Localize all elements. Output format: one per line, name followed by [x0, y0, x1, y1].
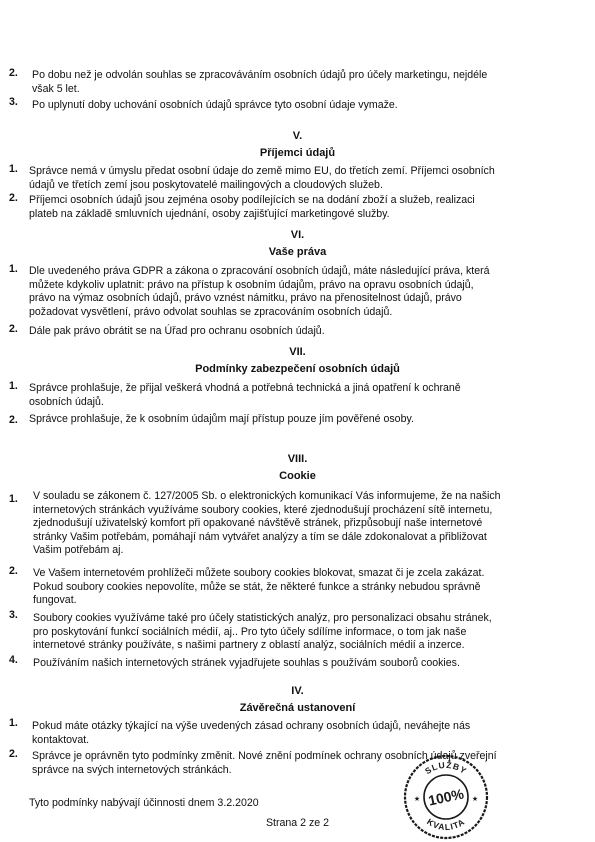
item-number: 2. [9, 414, 18, 426]
item-text: Dle uvedeného práva GDPR a zákona o zpracování osobních údajů, máte následující práva, která můžete kdykoliv uplatnit: právo na přístup k osobním údajům, právo na opravu osobních údajů, právo na výmaz osobních údajů, právo vznést námitku, právo na přenositelnost údajů, právo požadovat vysvětlení, právo odvolat souhlas se zpracováním osobních údajů. [29, 265, 490, 318]
item-number: 4. [9, 654, 18, 666]
section-roman-numeral: VI. [290, 229, 305, 241]
list-item [0, 748, 595, 778]
list-item [0, 380, 595, 410]
item-number: 2. [9, 192, 18, 204]
section-roman-numeral: IV. [291, 685, 304, 697]
item-text: Příjemci osobních údajů jsou zejména osoby podílejících se na dodání zboží a služeb, realizaci plateb na základě smluvních ujednání, osoby zajišťující marketingové služby. [29, 194, 475, 220]
stamp-top-text: SLUŽBY [423, 759, 469, 777]
list-item [0, 609, 595, 651]
list-item [0, 263, 595, 319]
item-number: 3. [9, 96, 18, 108]
list-item [0, 192, 595, 220]
item-number: 2. [9, 565, 18, 577]
section-roman-numeral: VIII. [287, 453, 308, 465]
item-text: Po dobu než je odvolán souhlas se zpracováváním osobních údajů pro účely marketingu, nejdéle však 5 let. [32, 69, 488, 95]
item-number: 1. [9, 380, 18, 392]
item-text: Po uplynutí doby uchování osobních údajů správce tyto osobní údaje vymaže. [32, 99, 398, 111]
stamp-bottom-text: KVALITA [425, 816, 467, 833]
item-text: Správce prohlašuje, že k osobním údajům mají přístup pouze jím pověřené osoby. [29, 413, 414, 425]
section-title: Závěrečná ustanovení [239, 702, 356, 714]
item-number: 1. [9, 493, 18, 505]
item-number: 1. [9, 717, 18, 729]
svg-text:SLUŽBY [423, 759, 469, 776]
list-item [0, 96, 595, 111]
list-item [0, 565, 595, 607]
section-title: Podmínky zabezpečení osobních údajů [195, 363, 400, 375]
stamp-center-text: 100% [426, 785, 466, 809]
section-title: Příjemci údajů [259, 147, 336, 159]
item-text: Používáním našich internetových stránek vyjadřujete souhlas s používám souborů cookies. [33, 657, 460, 669]
item-text: Správce je oprávněn tyto podmínky změnit. Nové znění podmínek ochrany osobních údajů zveřejní správce na svých internetových stránkách. [32, 750, 497, 776]
item-text: V souladu se zákonem č. 127/2005 Sb. o elektronických komunikací Vás informujeme, že na našich internetových stránkách využíváme soubory cookies, které zjednodušují procházení sítě internetu, zjednodušují uživatelský komfort při opakované návštěvě stránek, přizpůsobují naše internetové stránky Vašim potřebám, pomáhají nám vytvářet analýzy a tím se dále zdokonalovat a přibližovat Vašim potřebám aj. [33, 490, 501, 556]
item-text: Dále pak právo obrátit se na Úřad pro ochranu osobních údajů. [29, 325, 325, 337]
effective-date-note: Tyto podmínky nabývají účinnosti dnem 3.2.2020 [29, 797, 259, 809]
stamp-star-right: ★ [471, 795, 479, 803]
quality-stamp [403, 754, 489, 840]
stamp-star-left: ★ [413, 795, 421, 803]
item-text: Soubory cookies využíváme také pro účely statistických analýz, pro personalizaci obsahu stránek, pro poskytování funkcí sociálních médií, aj.. Pro tyto účely sdílíme informace, o tom jak naše internetové stránky používáte, s našimi partnery z oblastí analýz, sociálních médií a inzerce. [33, 612, 492, 651]
section-title: Vaše práva [268, 246, 327, 258]
item-number: 3. [9, 609, 18, 621]
list-item [0, 653, 595, 668]
list-item [0, 67, 595, 95]
item-text: Pokud máte otázky týkající na výše uvedených zásad ochrany osobních údajů, neváhejte nás kontaktovat. [32, 720, 471, 746]
list-item [0, 412, 595, 427]
section-roman-numeral: V. [292, 130, 303, 142]
item-text: Správce prohlašuje, že přijal veškerá vhodná a potřebná technická a jiná opatření k ochraně osobních údajů. [29, 382, 461, 408]
page-number: Strana 2 ze 2 [265, 817, 329, 829]
item-text: Správce nemá v úmyslu předat osobní údaje do země mimo EU, do třetích zemí. Příjemci osobních údajů ve třetích zemí jsou poskytovatelé mailingových a cloudových služeb. [29, 165, 495, 191]
list-item [0, 323, 595, 338]
item-number: 2. [9, 748, 18, 760]
item-number: 1. [9, 263, 18, 275]
item-number: 2. [9, 67, 18, 79]
section-title: Cookie [279, 470, 316, 482]
list-item [0, 490, 595, 560]
item-text: Ve Vašem internetovém prohlížeči můžete soubory cookies blokovat, smazat či je zcela zakázat. Pokud soubory cookies nepovolíte, může se stát, že některé funkce a stránky nebudou správně fungovat. [33, 567, 485, 606]
item-number: 1. [9, 163, 18, 175]
list-item [0, 717, 595, 747]
item-number: 2. [9, 323, 18, 335]
list-item [0, 163, 595, 191]
section-roman-numeral: VII. [289, 346, 306, 358]
